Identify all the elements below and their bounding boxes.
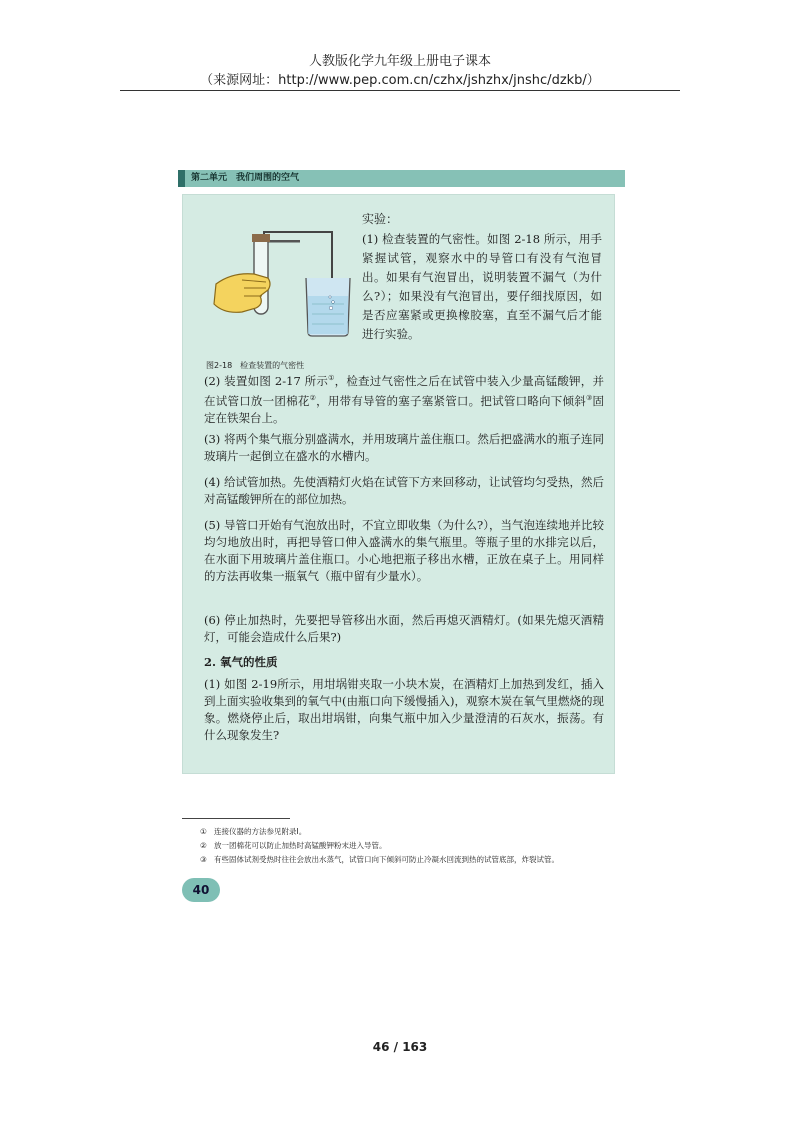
step-3-text: (3) 将两个集气瓶分别盛满水，并用玻璃片盖住瓶口。然后把盛满水的瓶子连同玻璃片一起倒立在盛水的水槽内。 <box>204 432 604 463</box>
figure-caption: 图2-18 检查装置的气密性 <box>206 361 305 370</box>
step-2-part-c: ，用带有导管的塞子塞紧管口。把试管口略向下倾斜 <box>316 393 586 408</box>
pdf-page-counter: 46 / 163 <box>372 1040 428 1054</box>
footnote-mark: ② <box>200 841 207 850</box>
unit-title: 第二单元 我们周围的空气 <box>191 173 300 183</box>
content-panel <box>182 194 615 774</box>
footnote-1 <box>200 827 306 837</box>
book-page-number: 40 <box>182 878 220 902</box>
unit-bar-accent <box>178 170 185 187</box>
footnote-text: 放一团棉花可以防止加热时高锰酸钾粉末进入导管。 <box>214 841 387 850</box>
pdf-header <box>0 52 800 90</box>
step-2-text <box>204 370 604 427</box>
footnote-ref-2[interactable]: ② <box>309 393 317 402</box>
footnote-text: 连接仪器的方法参见附录Ⅰ。 <box>214 827 307 836</box>
textbook-page <box>178 160 625 897</box>
step-1-text: (1) 检查装置的气密性。如图 2-18 所示，用手紧握试管，观察水中的导管口有没有气泡冒出。如果有气泡冒出，说明装置不漏气（为什么?）；如果没有气泡冒出，要仔细找原因，如是否应塞紧或更换橡胶塞，直至不漏气后才能进行实验。 <box>362 232 602 341</box>
footnote-divider <box>182 818 290 819</box>
source-url: （来源网址：http://www.pep.com.cn/czhx/jshzhx/jnshc/dzkb/） <box>200 73 600 88</box>
step-2-part-a: (2) 装置如图 2-17 所示 <box>204 373 329 388</box>
footnote-text: 有些固体试剂受热时往往会放出水蒸气，试管口向下倾斜可防止冷凝水回流到热的试管底部，炸裂试管。 <box>214 855 559 864</box>
footnote-mark: ③ <box>200 855 207 864</box>
section-2-step-1-text: (1) 如图 2-19所示，用坩埚钳夹取一小块木炭，在酒精灯上加热到发红，插入到上面实验收集到的氧气中(由瓶口向下缓慢插入)，观察木炭在氧气里燃烧的现象。燃烧停止后，取出坩埚钳，向集气瓶中加入少量澄清的石灰水，振荡。有什么现象发生? <box>204 677 604 742</box>
document-title: 人教版化学九年级上册电子课本 <box>308 54 491 69</box>
experiment-heading: 实验： <box>362 212 399 226</box>
footnote-ref-1[interactable]: ① <box>328 374 335 382</box>
test-tube-hand-figure-icon <box>202 222 352 357</box>
footnote-mark: ① <box>200 827 207 836</box>
footnote-3 <box>200 855 559 865</box>
step-6-text: (6) 停止加热时，先要把导管移出水面，然后再熄灭酒精灯。(如果先熄灭酒精灯，可能会造成什么后果?) <box>204 613 604 644</box>
step-2-part-d: 固定在铁架台上。 <box>204 393 605 425</box>
step-2-part-b: ，检查过气密性之后在试管中装入少量高锰酸钾，并在试管口放一团棉花 <box>204 373 605 408</box>
footnote-ref-3[interactable]: ③ <box>586 393 593 402</box>
figure-2-18 <box>202 222 352 370</box>
step-5-text: (5) 导管口开始有气泡放出时，不宜立即收集（为什么?），当气泡连续地并比较均匀地放出时，再把导管口伸入盛满水的集气瓶里。等瓶子里的水排完以后，在水面下用玻璃片盖住瓶口。小心地把瓶子移出水槽，正放在桌子上。用同样的方法再收集一瓶氧气（瓶中留有少量水）。 <box>204 518 604 583</box>
header-divider <box>120 90 680 91</box>
footnote-2 <box>200 841 387 851</box>
section-2-title: 2. 氧气的性质 <box>204 655 278 669</box>
step-4-text: (4) 给试管加热。先使酒精灯火焰在试管下方来回移动，让试管均匀受热，然后对高锰酸钾所在的部位加热。 <box>204 475 604 506</box>
